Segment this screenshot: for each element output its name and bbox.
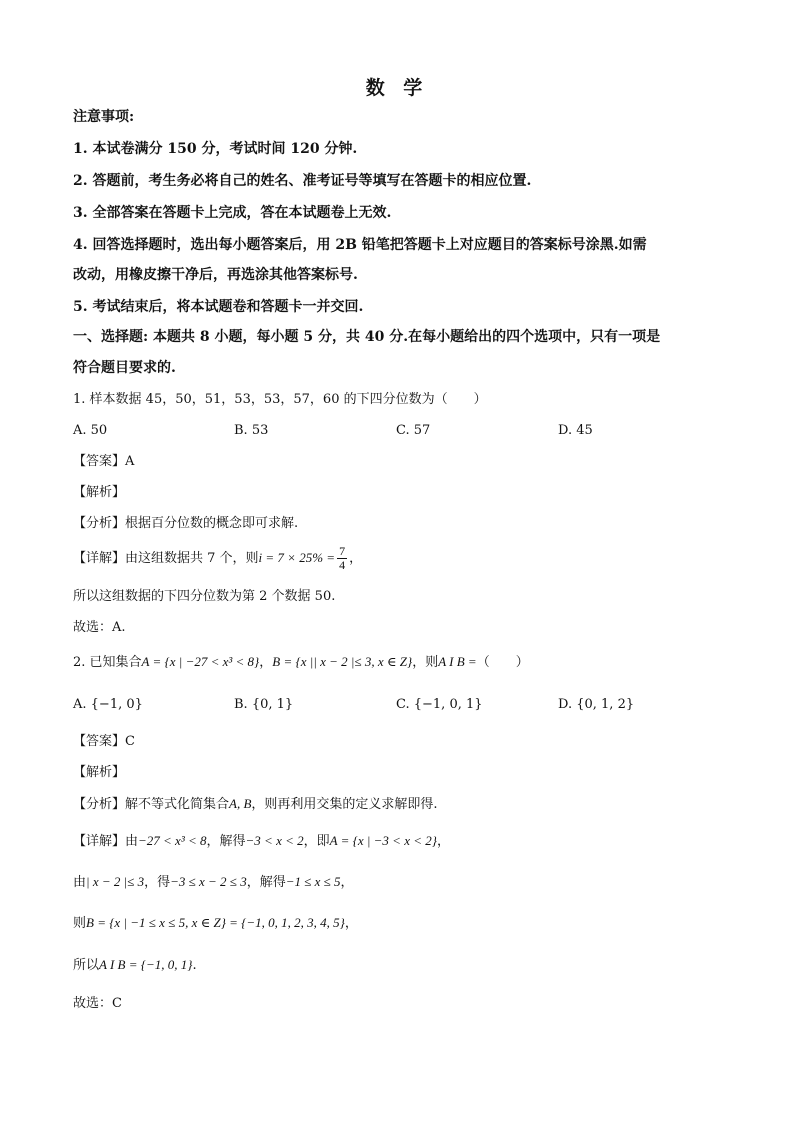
q2-d3-prefix: 则 xyxy=(73,916,87,931)
q2-d2-expr-1: | x − 2 |≤ 3 xyxy=(86,874,145,889)
notice-item-4-continued: 改动，用橡皮擦干净后，再选涂其他答案标号. xyxy=(73,267,358,283)
q2-d1-prefix: 【详解】由 xyxy=(73,834,139,849)
q2-d1-expr-1: −27 < x³ < 8 xyxy=(138,833,207,848)
section-heading-line-1: 一、选择题: 本题共 8 小题，每小题 5 分，共 40 分.在每小题给出的四个选项中，只有一项是 xyxy=(73,329,661,345)
q2-d2-expr-2: −3 ≤ x − 2 ≤ 3 xyxy=(170,874,247,889)
q1-choose: 故选：A. xyxy=(73,620,126,635)
q1-detail-prefix: 【详解】由这组数据共 7 个，则 xyxy=(73,551,259,566)
q2-option-d: D. {0, 1, 2} xyxy=(558,697,635,712)
q1-detail-expr: i = 7 × 25% = xyxy=(258,550,336,565)
q2-set-a: A = {x | −27 < x³ < 8} xyxy=(141,654,260,669)
notice-item-3: 3. 全部答案在答题卡上完成，答在本试题卷上无效. xyxy=(73,205,392,221)
q2-detail-line-4 xyxy=(73,956,197,975)
section-heading-line-2: 符合题目要求的. xyxy=(73,360,176,376)
q1-detail xyxy=(73,542,362,575)
notice-heading: 注意事项: xyxy=(73,109,135,125)
q2-choose: 故选：C xyxy=(73,996,122,1011)
q2-d3-expr: B = {x | −1 ≤ x ≤ 5, x ∈ Z} = {−1, 0, 1, 2, 3, 4, 5} xyxy=(86,915,345,930)
q2-d1-expr-3: A = {x | −3 < x < 2} xyxy=(329,833,437,848)
q2-d3-suffix: ， xyxy=(344,916,358,931)
q2-d4-suffix: . xyxy=(192,958,197,973)
q1-fenxi: 【分析】根据百分位数的概念即可求解. xyxy=(73,516,299,531)
q2-fenxi-prefix: 【分析】解不等式化简集合 xyxy=(73,797,230,812)
notice-item-2: 2. 答题前，考生务必将自己的姓名、准考证号等填写在答题卡的相应位置. xyxy=(73,173,532,189)
q2-fenxi-suffix: ，则再利用交集的定义求解即得. xyxy=(251,797,438,812)
q2-option-b: B. {0, 1} xyxy=(234,697,294,712)
q2-answer: 【答案】C xyxy=(73,734,135,749)
q2-detail-line-3 xyxy=(73,914,358,933)
q1-option-a: A. 50 xyxy=(73,423,108,438)
q2-d2-prefix: 由 xyxy=(73,875,87,890)
q2-set-b: B = {x || x − 2 |≤ 3, x ∈ Z} xyxy=(272,654,413,669)
q2-fenxi xyxy=(73,795,438,814)
q2-fenxi-expr: A, B xyxy=(229,796,252,811)
q1-detail-fraction xyxy=(337,545,347,572)
page-title: 数 学 xyxy=(365,77,429,99)
q2-detail-line-1 xyxy=(73,832,450,851)
q1-option-b: B. 53 xyxy=(234,423,269,438)
q2-d2-suffix: ， xyxy=(340,875,354,890)
q2-ask-prefix: ，则 xyxy=(412,655,439,670)
q1-option-c: C. 57 xyxy=(396,423,431,438)
q2-stem-separator: ， xyxy=(259,655,273,670)
notice-item-1: 1. 本试卷满分 150 分，考试时间 120 分钟. xyxy=(73,141,358,157)
q2-d1-mid-2: ，即 xyxy=(303,834,330,849)
q1-stem: 1. 样本数据 45，50，51，53，53，57，60 的下四分位数为（ ） xyxy=(73,392,487,407)
q2-ask-suffix: （ ） xyxy=(476,655,529,670)
q2-d2-mid-2: ，解得 xyxy=(246,875,286,890)
q2-stem xyxy=(73,653,529,672)
q2-detail-line-2 xyxy=(73,873,354,892)
q1-conclusion: 所以这组数据的下四分位数为第 2 个数据 50. xyxy=(73,589,336,604)
q2-d1-expr-2: −3 < x < 2 xyxy=(245,833,304,848)
q2-stem-prefix: 2. 已知集合 xyxy=(73,655,142,670)
q1-fraction-numerator: 7 xyxy=(339,544,346,558)
notice-item-5: 5. 考试结束后，将本试题卷和答题卡一并交回. xyxy=(73,299,364,315)
q2-ask-expr: A I B = xyxy=(438,654,477,669)
q1-detail-suffix: ， xyxy=(349,551,363,566)
q1-fraction-denominator: 4 xyxy=(339,558,346,572)
q2-d4-prefix: 所以 xyxy=(73,958,100,973)
q1-answer: 【答案】A xyxy=(73,454,135,469)
q2-option-a: A. {−1, 0} xyxy=(73,697,143,712)
q2-analysis-label: 【解析】 xyxy=(73,765,126,780)
q2-d2-expr-3: −1 ≤ x ≤ 5 xyxy=(285,874,341,889)
q1-option-d: D. 45 xyxy=(558,423,593,438)
q2-d4-expr: A I B = {−1, 0, 1} xyxy=(99,957,193,972)
q2-d1-suffix: ， xyxy=(436,834,450,849)
q2-d1-mid-1: ，解得 xyxy=(206,834,246,849)
notice-item-4: 4. 回答选择题时，选出每小题答案后，用 2B 铅笔把答题卡上对应题目的答案标号涂黑.如需 xyxy=(73,237,647,253)
q1-analysis-label: 【解析】 xyxy=(73,485,126,500)
q2-option-c: C. {−1, 0, 1} xyxy=(396,697,483,712)
q2-d2-mid-1: ，得 xyxy=(144,875,171,890)
